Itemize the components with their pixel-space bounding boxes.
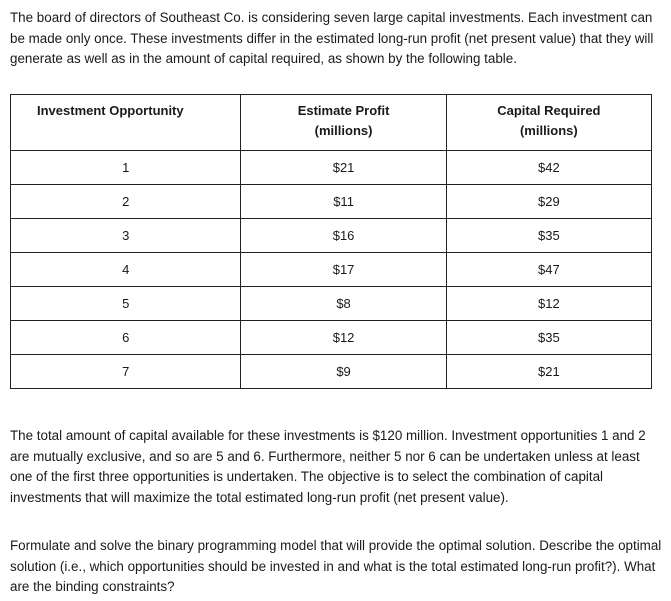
cell-capital: $42 [446, 151, 651, 185]
table-header-row [11, 95, 652, 151]
question-paragraph: Formulate and solve the binary programming model that will provide the optimal solution. Describe the optimal solution (i.e., which opportunities should be invested in and what is the total estimated long-run profit?). What are the binding constraints? [10, 538, 662, 594]
constraints-paragraph: The total amount of capital available for these investments is $120 million. Investment opportunities 1 and 2 are mutually exclusive, and so are 5 and 6. Furthermore, neither 5 nor 6 can be undertaken unless at least one of the first three opportunities is undertaken. The objective is to select the combination of capital investments that will maximize the total estimated long-run profit (net present value). [10, 428, 646, 505]
table-row [11, 321, 652, 355]
cell-capital: $12 [446, 287, 651, 321]
table-row [11, 219, 652, 253]
cell-opportunity: 4 [11, 253, 241, 287]
header-profit-line1: Estimate Profit [297, 103, 390, 118]
cell-opportunity: 2 [11, 185, 241, 219]
cell-profit: $12 [241, 321, 446, 355]
header-profit-line2: (millions) [314, 123, 373, 138]
header-estimate-profit [241, 95, 446, 151]
table-row [11, 151, 652, 185]
cell-capital: $47 [446, 253, 651, 287]
header-capital-required [446, 95, 651, 151]
cell-capital: $29 [446, 185, 651, 219]
header-opportunity-label: Investment Opportunity [37, 103, 184, 118]
cell-opportunity: 6 [11, 321, 241, 355]
cell-opportunity: 7 [11, 355, 241, 389]
intro-paragraph: The board of directors of Southeast Co. is considering seven large capital investments. Each investment can be made only once. These investments differ in the estimated long-run profit (net present value) that they will generate as well as in the amount of capital required, as shown by the following table. [10, 10, 654, 66]
investment-table [10, 94, 652, 389]
cell-opportunity: 3 [11, 219, 241, 253]
cell-opportunity: 1 [11, 151, 241, 185]
table-row [11, 355, 652, 389]
cell-profit: $8 [241, 287, 446, 321]
cell-profit: $16 [241, 219, 446, 253]
table-row [11, 185, 652, 219]
header-capital-line1: Capital Required [497, 103, 601, 118]
cell-profit: $11 [241, 185, 446, 219]
header-capital-line2: (millions) [519, 123, 578, 138]
cell-profit: $21 [241, 151, 446, 185]
cell-profit: $9 [241, 355, 446, 389]
cell-capital: $21 [446, 355, 651, 389]
table-row [11, 253, 652, 287]
header-investment-opportunity [11, 95, 241, 151]
cell-opportunity: 5 [11, 287, 241, 321]
cell-capital: $35 [446, 219, 651, 253]
table-row [11, 287, 652, 321]
cell-capital: $35 [446, 321, 651, 355]
cell-profit: $17 [241, 253, 446, 287]
